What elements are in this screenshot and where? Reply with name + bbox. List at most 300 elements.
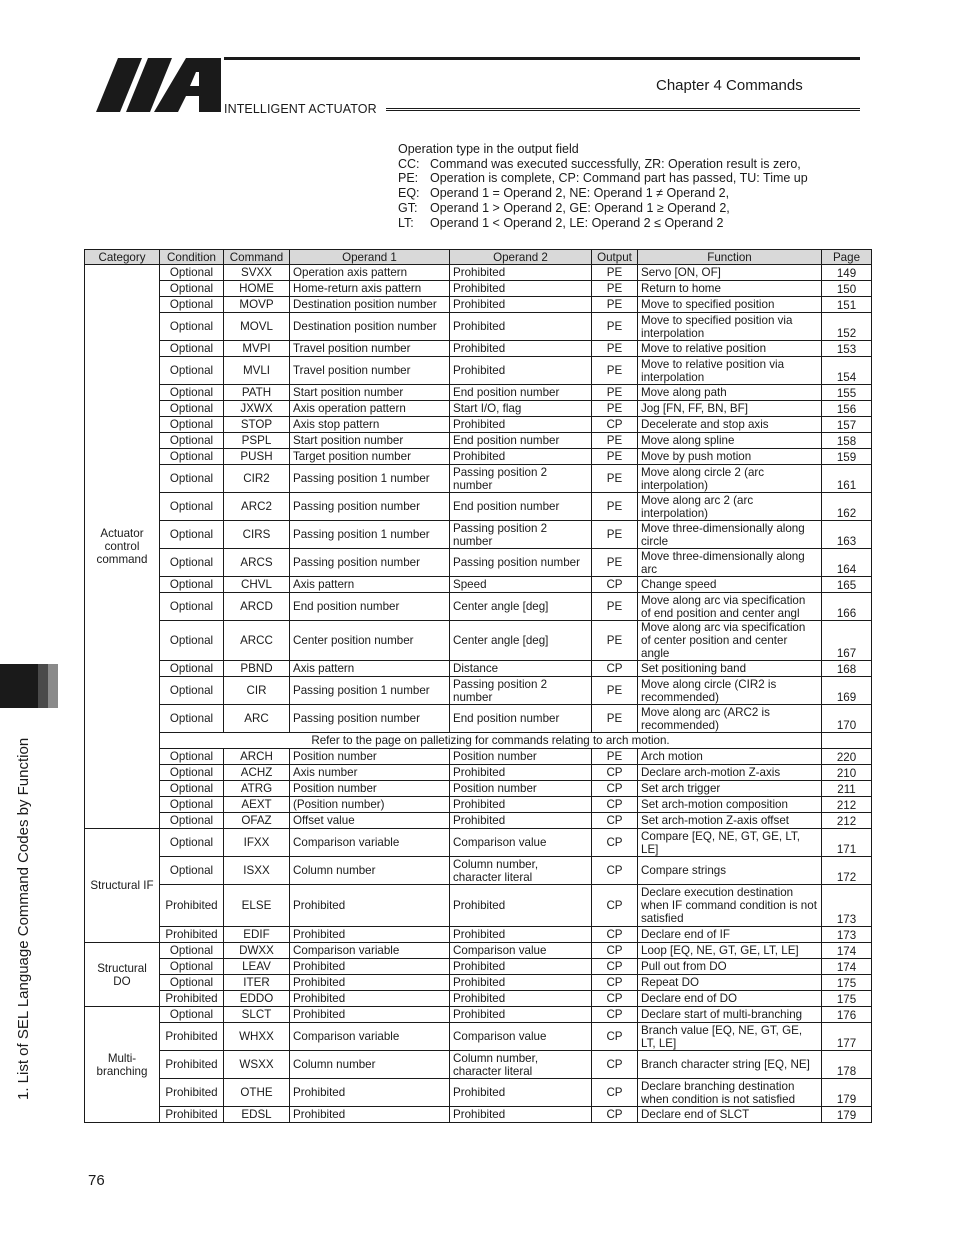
operand1-cell: Passing position number [290, 493, 450, 521]
header-function: Function [638, 250, 822, 265]
operand1-cell: Axis operation pattern [290, 401, 450, 417]
condition-cell: Optional [160, 813, 224, 829]
condition-cell: Optional [160, 1007, 224, 1023]
operand2-cell: Start I/O, flag [450, 401, 592, 417]
operand2-cell: Prohibited [450, 975, 592, 991]
operand1-cell: Center position number [290, 621, 450, 661]
page-cell: 168 [822, 661, 872, 677]
table-row [85, 1051, 872, 1079]
condition-cell: Optional [160, 401, 224, 417]
function-cell: Move along arc 2 (arc interpolation) [638, 493, 822, 521]
page-cell: 177 [822, 1023, 872, 1051]
output-cell: CP [592, 991, 638, 1007]
table-row [85, 677, 872, 705]
operand1-cell: Start position number [290, 433, 450, 449]
function-cell: Declare end of IF [638, 927, 822, 943]
table-row [85, 313, 872, 341]
condition-cell: Optional [160, 577, 224, 593]
condition-cell: Optional [160, 661, 224, 677]
operand1-cell: Prohibited [290, 1107, 450, 1123]
page-cell: 155 [822, 385, 872, 401]
command-cell: SLCT [224, 1007, 290, 1023]
operand1-cell: Axis number [290, 765, 450, 781]
function-cell: Move along circle 2 (arc interpolation) [638, 465, 822, 493]
function-cell: Move along path [638, 385, 822, 401]
command-table [84, 249, 872, 1123]
operand2-cell: Prohibited [450, 449, 592, 465]
table-row [85, 449, 872, 465]
output-cell: CP [592, 1107, 638, 1123]
page-cell: 211 [822, 781, 872, 797]
page-cell: 174 [822, 943, 872, 959]
operand1-cell: Passing position number [290, 705, 450, 733]
output-cell: CP [592, 781, 638, 797]
operand2-cell: Prohibited [450, 765, 592, 781]
condition-cell: Optional [160, 765, 224, 781]
table-row [85, 943, 872, 959]
output-legend [398, 142, 808, 230]
condition-cell: Optional [160, 959, 224, 975]
table-row [85, 829, 872, 857]
table-row [85, 797, 872, 813]
output-cell: CP [592, 943, 638, 959]
operand2-cell: Position number [450, 781, 592, 797]
category-cell: Multi-branching [85, 1007, 160, 1123]
condition-cell: Prohibited [160, 1051, 224, 1079]
table-row [85, 593, 872, 621]
header-operand-2: Operand 2 [450, 250, 592, 265]
table-row [85, 813, 872, 829]
function-cell: Move to specified position via interpolation [638, 313, 822, 341]
operand1-cell: Prohibited [290, 885, 450, 927]
command-cell: OFAZ [224, 813, 290, 829]
function-cell: Move to relative position via interpolation [638, 357, 822, 385]
function-cell: Move by push motion [638, 449, 822, 465]
side-section-label: 1. List of SEL Language Command Codes by Function [15, 737, 32, 1100]
page-cell: 164 [822, 549, 872, 577]
page-cell: 154 [822, 357, 872, 385]
operand2-cell: End position number [450, 705, 592, 733]
command-cell: ARCC [224, 621, 290, 661]
function-cell: Servo [ON, OF] [638, 265, 822, 281]
command-cell: ARCS [224, 549, 290, 577]
output-cell: CP [592, 959, 638, 975]
condition-cell: Optional [160, 385, 224, 401]
condition-cell: Prohibited [160, 1023, 224, 1051]
table-row [85, 705, 872, 733]
page-cell: 179 [822, 1107, 872, 1123]
table-row [85, 521, 872, 549]
table-row [85, 357, 872, 385]
condition-cell: Prohibited [160, 885, 224, 927]
operand2-cell: End position number [450, 493, 592, 521]
operand2-cell: Prohibited [450, 313, 592, 341]
page-cell: 173 [822, 885, 872, 927]
output-cell: PE [592, 465, 638, 493]
function-cell: Return to home [638, 281, 822, 297]
command-cell: LEAV [224, 959, 290, 975]
function-cell: Move along arc (ARC2 is recommended) [638, 705, 822, 733]
command-cell: CIRS [224, 521, 290, 549]
function-cell: Move to relative position [638, 341, 822, 357]
function-cell: Branch character string [EQ, NE] [638, 1051, 822, 1079]
condition-cell: Prohibited [160, 991, 224, 1007]
header-operand-1: Operand 1 [290, 250, 450, 265]
operand2-cell: Comparison value [450, 1023, 592, 1051]
function-cell: Declare end of SLCT [638, 1107, 822, 1123]
command-cell: MOVP [224, 297, 290, 313]
operand1-cell: Comparison variable [290, 1023, 450, 1051]
function-cell: Set arch-motion composition [638, 797, 822, 813]
table-row [85, 465, 872, 493]
condition-cell: Optional [160, 975, 224, 991]
output-cell: PE [592, 705, 638, 733]
header-category: Category [85, 250, 160, 265]
operand2-cell: Column number, character literal [450, 1051, 592, 1079]
output-cell: PE [592, 385, 638, 401]
operand1-cell: Passing position 1 number [290, 465, 450, 493]
page-cell: 159 [822, 449, 872, 465]
table-header-row [85, 250, 872, 265]
function-cell: Compare [EQ, NE, GT, GE, LT, LE] [638, 829, 822, 857]
table-row [85, 297, 872, 313]
operand1-cell: Column number [290, 1051, 450, 1079]
table-row [85, 959, 872, 975]
operand1-cell: Offset value [290, 813, 450, 829]
page-cell: 172 [822, 857, 872, 885]
command-cell: MVLI [224, 357, 290, 385]
command-cell: PBND [224, 661, 290, 677]
command-cell: EDIF [224, 927, 290, 943]
operand1-cell: Prohibited [290, 991, 450, 1007]
operand1-cell: Comparison variable [290, 943, 450, 959]
output-cell: PE [592, 521, 638, 549]
page-cell: 173 [822, 927, 872, 943]
page-cell: 220 [822, 749, 872, 765]
table-row [85, 265, 872, 281]
operand1-cell: Axis stop pattern [290, 417, 450, 433]
category-cell: Actuator control command [85, 265, 160, 829]
function-cell: Declare end of DO [638, 991, 822, 1007]
condition-cell: Optional [160, 781, 224, 797]
operand1-cell: Prohibited [290, 1079, 450, 1107]
command-cell: CHVL [224, 577, 290, 593]
output-cell: PE [592, 313, 638, 341]
command-cell: STOP [224, 417, 290, 433]
command-cell: ACHZ [224, 765, 290, 781]
page-cell: 161 [822, 465, 872, 493]
page-number: 76 [88, 1172, 105, 1189]
condition-cell: Optional [160, 417, 224, 433]
operand2-cell: Prohibited [450, 281, 592, 297]
table-row [85, 341, 872, 357]
output-cell: CP [592, 797, 638, 813]
category-cell: Structural IF [85, 829, 160, 943]
command-cell: CIR [224, 677, 290, 705]
command-cell: PUSH [224, 449, 290, 465]
table-row [85, 765, 872, 781]
output-cell: PE [592, 401, 638, 417]
table-row [85, 621, 872, 661]
operand2-cell: Prohibited [450, 927, 592, 943]
page-cell: 157 [822, 417, 872, 433]
page-cell: 158 [822, 433, 872, 449]
output-cell: CP [592, 927, 638, 943]
page-cell: 156 [822, 401, 872, 417]
operand1-cell: Comparison variable [290, 829, 450, 857]
function-cell: Set arch trigger [638, 781, 822, 797]
table-row [85, 549, 872, 577]
legend-title: Operation type in the output field [398, 142, 579, 156]
page-cell: 176 [822, 1007, 872, 1023]
legend-row: PE: Operation is complete, CP: Command part has passed, TU: Time up [398, 171, 808, 186]
command-cell: AEXT [224, 797, 290, 813]
command-cell: WHXX [224, 1023, 290, 1051]
operand1-cell: Axis pattern [290, 577, 450, 593]
operand2-cell: Passing position number [450, 549, 592, 577]
page-cell: 210 [822, 765, 872, 781]
table-row [85, 433, 872, 449]
header-condition: Condition [160, 250, 224, 265]
legend-row: EQ: Operand 1 = Operand 2, NE: Operand 1 ≠ Operand 2, [398, 186, 730, 201]
function-cell: Declare branching destination when condition is not satisfied [638, 1079, 822, 1107]
operand1-cell: Prohibited [290, 927, 450, 943]
header-output: Output [592, 250, 638, 265]
output-cell: CP [592, 857, 638, 885]
table-row [85, 1023, 872, 1051]
operand1-cell: (Position number) [290, 797, 450, 813]
page-cell: 171 [822, 829, 872, 857]
page-cell: 165 [822, 577, 872, 593]
function-cell: Move along circle (CIR2 is recommended) [638, 677, 822, 705]
table-row [85, 1007, 872, 1023]
condition-cell: Optional [160, 297, 224, 313]
operand2-cell: End position number [450, 385, 592, 401]
output-cell: PE [592, 265, 638, 281]
condition-cell: Prohibited [160, 1107, 224, 1123]
function-cell: Compare strings [638, 857, 822, 885]
table-row [85, 975, 872, 991]
arch-note: Refer to the page on palletizing for commands relating to arch motion. [160, 733, 822, 749]
legend-row: GT: Operand 1 > Operand 2, GE: Operand 1 ≥ Operand 2, [398, 200, 730, 215]
output-cell: CP [592, 661, 638, 677]
operand1-cell: Prohibited [290, 975, 450, 991]
function-cell: Repeat DO [638, 975, 822, 991]
operand2-cell: Comparison value [450, 829, 592, 857]
operand1-cell: Axis pattern [290, 661, 450, 677]
brand-text: INTELLIGENT ACTUATOR [224, 102, 377, 116]
page-cell: 170 [822, 705, 872, 733]
output-cell: PE [592, 677, 638, 705]
function-cell: Move to specified position [638, 297, 822, 313]
output-cell: PE [592, 749, 638, 765]
condition-cell: Optional [160, 449, 224, 465]
function-cell: Arch motion [638, 749, 822, 765]
page-cell: 179 [822, 1079, 872, 1107]
operand2-cell: Distance [450, 661, 592, 677]
page-cell: 174 [822, 959, 872, 975]
output-cell: CP [592, 577, 638, 593]
operand2-cell: Passing position 2 number [450, 521, 592, 549]
operand2-cell: Speed [450, 577, 592, 593]
table-row [85, 281, 872, 297]
command-cell: ATRG [224, 781, 290, 797]
page-cell: 152 [822, 313, 872, 341]
header-command: Command [224, 250, 290, 265]
command-cell: ARC2 [224, 493, 290, 521]
output-cell: CP [592, 885, 638, 927]
command-cell: IFXX [224, 829, 290, 857]
function-cell: Set arch-motion Z-axis offset [638, 813, 822, 829]
page-cell: 169 [822, 677, 872, 705]
operand1-cell: Start position number [290, 385, 450, 401]
page-cell: 162 [822, 493, 872, 521]
function-cell: Declare arch-motion Z-axis [638, 765, 822, 781]
operand1-cell: Prohibited [290, 959, 450, 975]
command-cell: HOME [224, 281, 290, 297]
operand2-cell: Prohibited [450, 813, 592, 829]
function-cell: Decelerate and stop axis [638, 417, 822, 433]
output-cell: PE [592, 341, 638, 357]
page-cell: 153 [822, 341, 872, 357]
condition-cell: Optional [160, 797, 224, 813]
command-cell: MVPI [224, 341, 290, 357]
legend-row: LT: Operand 1 < Operand 2, LE: Operand 2 ≤ Operand 2 [398, 215, 724, 230]
command-cell: PSPL [224, 433, 290, 449]
operand2-cell: Center angle [deg] [450, 593, 592, 621]
operand2-cell: Prohibited [450, 797, 592, 813]
command-cell: WSXX [224, 1051, 290, 1079]
page-cell [822, 733, 872, 749]
operand2-cell: Comparison value [450, 943, 592, 959]
condition-cell: Optional [160, 705, 224, 733]
output-cell: PE [592, 493, 638, 521]
output-cell: PE [592, 549, 638, 577]
operand1-cell: Travel position number [290, 357, 450, 385]
condition-cell: Optional [160, 829, 224, 857]
function-cell: Change speed [638, 577, 822, 593]
operand2-cell: Prohibited [450, 959, 592, 975]
command-cell: SVXX [224, 265, 290, 281]
legend-row: CC: Command was executed successfully, ZR: Operation result is zero, [398, 156, 801, 171]
operand2-cell: Prohibited [450, 265, 592, 281]
condition-cell: Optional [160, 943, 224, 959]
command-cell: ISXX [224, 857, 290, 885]
page-cell: 163 [822, 521, 872, 549]
page-cell: 212 [822, 797, 872, 813]
header-rule-bottom [386, 108, 860, 111]
condition-cell: Optional [160, 465, 224, 493]
operand2-cell: End position number [450, 433, 592, 449]
operand1-cell: Passing position number [290, 549, 450, 577]
table-row [85, 885, 872, 927]
table-row [85, 749, 872, 765]
table-row [85, 781, 872, 797]
command-cell: EDDO [224, 991, 290, 1007]
table-row [85, 577, 872, 593]
operand1-cell: Passing position 1 number [290, 521, 450, 549]
condition-cell: Optional [160, 521, 224, 549]
table-row [85, 927, 872, 943]
command-cell: ITER [224, 975, 290, 991]
operand1-cell: Prohibited [290, 1007, 450, 1023]
function-cell: Set positioning band [638, 661, 822, 677]
page-cell: 175 [822, 991, 872, 1007]
output-cell: CP [592, 1007, 638, 1023]
function-cell: Pull out from DO [638, 959, 822, 975]
page-cell: 150 [822, 281, 872, 297]
condition-cell: Optional [160, 549, 224, 577]
page-cell: 151 [822, 297, 872, 313]
command-cell: JXWX [224, 401, 290, 417]
table-note-row [85, 733, 872, 749]
table-row [85, 401, 872, 417]
condition-cell: Optional [160, 433, 224, 449]
operand2-cell: Passing position 2 number [450, 677, 592, 705]
operand1-cell: Position number [290, 749, 450, 765]
command-cell: DWXX [224, 943, 290, 959]
function-cell: Jog [FN, FF, BN, BF] [638, 401, 822, 417]
operand1-cell: Destination position number [290, 313, 450, 341]
operand2-cell: Position number [450, 749, 592, 765]
condition-cell: Prohibited [160, 927, 224, 943]
table-row [85, 385, 872, 401]
output-cell: CP [592, 1079, 638, 1107]
condition-cell: Optional [160, 357, 224, 385]
operand2-cell: Prohibited [450, 297, 592, 313]
table-row [85, 1107, 872, 1123]
command-cell: OTHE [224, 1079, 290, 1107]
output-cell: CP [592, 765, 638, 781]
operand2-cell: Prohibited [450, 1007, 592, 1023]
table-row [85, 493, 872, 521]
function-cell: Declare execution destination when IF command condition is not satisfied [638, 885, 822, 927]
operand1-cell: Position number [290, 781, 450, 797]
page-cell: 178 [822, 1051, 872, 1079]
function-cell: Move along spline [638, 433, 822, 449]
output-cell: CP [592, 1051, 638, 1079]
table-row [85, 991, 872, 1007]
category-cell: Structural DO [85, 943, 160, 1007]
output-cell: PE [592, 593, 638, 621]
output-cell: PE [592, 433, 638, 449]
function-cell: Loop [EQ, NE, GT, GE, LT, LE] [638, 943, 822, 959]
command-cell: ARCH [224, 749, 290, 765]
output-cell: CP [592, 975, 638, 991]
function-cell: Move along arc via specification of end position and center angl [638, 593, 822, 621]
operand2-cell: Prohibited [450, 885, 592, 927]
command-cell: MOVL [224, 313, 290, 341]
condition-cell: Optional [160, 281, 224, 297]
page-cell: 167 [822, 621, 872, 661]
operand1-cell: End position number [290, 593, 450, 621]
condition-cell: Optional [160, 857, 224, 885]
operand2-cell: Prohibited [450, 991, 592, 1007]
command-cell: EDSL [224, 1107, 290, 1123]
condition-cell: Optional [160, 341, 224, 357]
page-cell: 166 [822, 593, 872, 621]
function-cell: Move three-dimensionally along circle [638, 521, 822, 549]
condition-cell: Optional [160, 593, 224, 621]
output-cell: PE [592, 357, 638, 385]
operand2-cell: Prohibited [450, 341, 592, 357]
operand2-cell: Prohibited [450, 357, 592, 385]
operand2-cell: Prohibited [450, 1107, 592, 1123]
operand2-cell: Passing position 2 number [450, 465, 592, 493]
command-cell: ARC [224, 705, 290, 733]
operand2-cell: Center angle [deg] [450, 621, 592, 661]
condition-cell: Optional [160, 621, 224, 661]
